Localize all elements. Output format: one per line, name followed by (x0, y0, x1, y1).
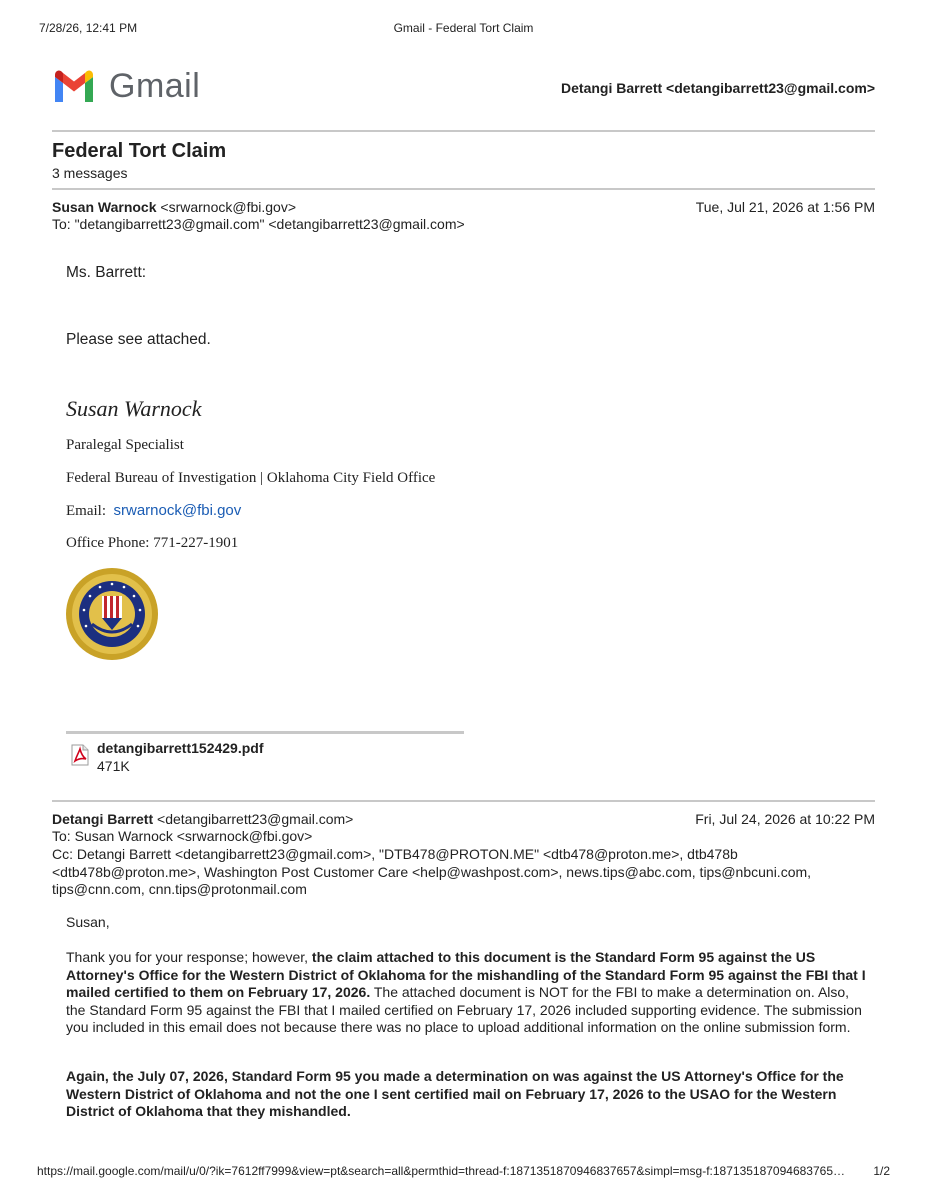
sender-name: Detangi Barrett (52, 811, 154, 827)
footer-page-number: 1/2 (873, 1164, 890, 1178)
p1-start: Thank you for your response; however, (66, 949, 312, 965)
gmail-logo-icon (52, 69, 96, 105)
print-datetime: 7/28/26, 12:41 PM (39, 21, 138, 35)
message1-greeting: Ms. Barrett: (66, 264, 147, 281)
signature-email (66, 502, 241, 520)
gmail-logo (52, 66, 202, 108)
attachment-divider (66, 731, 464, 734)
message2-cc: Cc: Detangi Barrett <detangibarrett23@gmail.com>, "DTB478@PROTON.ME" <dtb478@proton.me>, dtb478b <dtb478b@proton.me>, Washington Post Customer Care <help@washpost.com>, news.tips@abc.com, tips@nbcuni.com, tips@cnn.com, cnn.tips@protonmail.com (52, 846, 812, 897)
sender-name: Susan Warnock (52, 199, 157, 215)
signature-email-label: Email: (66, 503, 106, 519)
message-count: 3 messages (52, 165, 128, 181)
message1-to: To: "detangibarrett23@gmail.com" <detangibarrett23@gmail.com> (52, 216, 465, 232)
message2-to: To: Susan Warnock <srwarnock@fbi.gov> (52, 828, 313, 844)
thread-subject: Federal Tort Claim (52, 140, 227, 162)
gmail-wordmark: Gmail (109, 67, 201, 105)
divider (52, 188, 875, 190)
divider (52, 800, 875, 802)
p1-bold: the claim attached to this document is the Standard Form 95 against the US Attorney's Office for the Western District of Oklahoma for the mishandling of the Standard Form 95 against the FBI that I mailed certified to them on February 17, 2026. (66, 949, 866, 1000)
divider (52, 130, 875, 132)
sender-email: <srwarnock@fbi.gov> (160, 199, 297, 215)
fbi-seal-icon (64, 566, 160, 662)
message2-paragraph2: Again, the July 07, 2026, Standard Form 95 you made a determination on was against the US Attorney's Office for the Western District of Oklahoma and not the one I sent certified mail on February 17, 2026 to the USAO for the Western District of Oklahoma that they mishandled. (66, 1068, 844, 1119)
attachment-name[interactable]: detangibarrett152429.pdf (97, 740, 264, 756)
signature-title: Paralegal Specialist (66, 437, 184, 453)
message1-body: Please see attached. (66, 331, 211, 348)
print-header (0, 21, 927, 39)
message1-date: Tue, Jul 21, 2026 at 1:56 PM (695, 199, 875, 215)
message2-paragraph1 (66, 949, 872, 1037)
signature-org: Federal Bureau of Investigation | Oklahoma City Field Office (66, 470, 436, 486)
attachment-size: 471K (97, 758, 130, 774)
message2-greeting: Susan, (66, 914, 110, 930)
sender-email: <detangibarrett23@gmail.com> (157, 811, 354, 827)
account-name: Detangi Barrett <detangibarrett23@gmail.com> (561, 80, 875, 96)
message2-from (52, 811, 353, 827)
signature-email-link[interactable]: srwarnock@fbi.gov (113, 502, 242, 519)
print-title: Gmail - Federal Tort Claim (393, 21, 534, 35)
message1-from (52, 199, 296, 215)
signature-name: Susan Warnock (66, 396, 202, 421)
footer-url: https://mail.google.com/mail/u/0/?ik=7612ff7999&view=pt&search=all&permthid=thread-f:1871351870946837657&simpl=msg-f:187135187094683765… (37, 1164, 845, 1178)
p1-end: The attached document is NOT for the FBI to make a determination on. Also, the Standard Form 95 against the FBI that I mailed certified on February 17, 2026 included supporting evidence. The submission you included in this email does not because there was no place to upload additional information on the online submission form. (66, 984, 862, 1035)
message2-date: Fri, Jul 24, 2026 at 10:22 PM (695, 811, 875, 827)
pdf-file-icon[interactable] (70, 744, 90, 766)
signature-phone: Office Phone: 771-227-1901 (66, 535, 239, 551)
